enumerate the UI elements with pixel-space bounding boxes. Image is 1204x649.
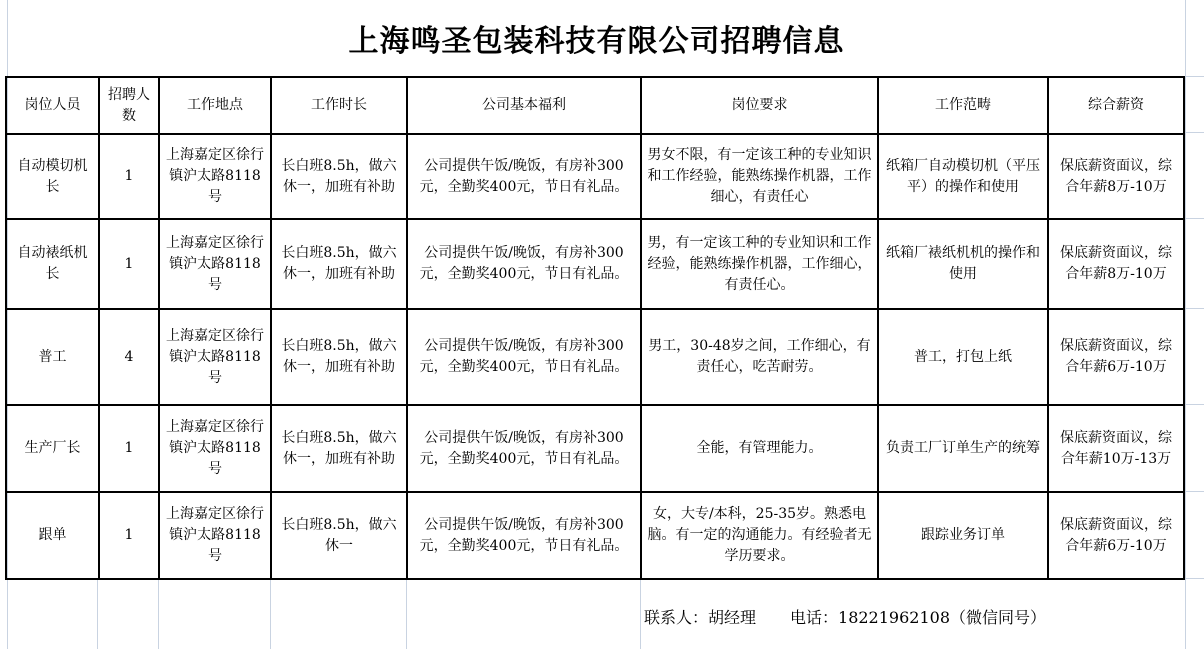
cell-benefits: 公司提供午饭/晚饭，有房补300元，全勤奖400元，节日有礼品。 — [407, 134, 641, 219]
header-benefits: 公司基本福利 — [407, 77, 641, 134]
sheet-gridline — [1183, 308, 1204, 309]
cell-benefits: 公司提供午饭/晚饭，有房补300元，全勤奖400元，节日有礼品。 — [407, 309, 641, 405]
cell-benefits: 公司提供午饭/晚饭，有房补300元，全勤奖400元，节日有礼品。 — [407, 492, 641, 579]
sheet-gridline — [1183, 76, 1204, 77]
table-row — [6, 405, 1184, 492]
cell-location: 上海嘉定区徐行镇沪太路8118号 — [159, 405, 271, 492]
cell-requirements: 全能，有管理能力。 — [641, 405, 878, 492]
header-salary: 综合薪资 — [1048, 77, 1184, 134]
header-row — [6, 77, 1184, 134]
cell-requirements: 男女不限，有一定该工种的专业知识和工作经验，能熟练操作机器，工作细心，有责任心 — [641, 134, 878, 219]
header-requirements: 岗位要求 — [641, 77, 878, 134]
cell-position: 自动模切机长 — [6, 134, 99, 219]
table-row — [6, 219, 1184, 309]
sheet-gridline — [406, 578, 407, 649]
sheet-gridline — [97, 578, 98, 649]
contact-phone: 电话：18221962108（微信同号） — [790, 607, 1046, 627]
header-position: 岗位人员 — [6, 77, 99, 134]
cell-scope: 纸箱厂自动模切机（平压平）的操作和使用 — [878, 134, 1048, 219]
cell-salary: 保底薪资面议，综合年薪10万-13万 — [1048, 405, 1184, 492]
cell-requirements: 女，大专/本科，25-35岁。熟悉电脑。有一定的沟通能力。有经验者无学历要求。 — [641, 492, 878, 579]
cell-headcount: 4 — [99, 309, 159, 405]
sheet-gridline-right — [1185, 0, 1186, 649]
cell-position: 普工 — [6, 309, 99, 405]
cell-hours: 长白班8.5h，做六休一 — [271, 492, 407, 579]
cell-headcount: 1 — [99, 219, 159, 309]
table-row — [6, 492, 1184, 579]
contact-info — [644, 592, 1046, 640]
cell-salary: 保底薪资面议，综合年薪6万-10万 — [1048, 309, 1184, 405]
page-title: 上海鸣圣包装科技有限公司招聘信息 — [348, 24, 845, 59]
cell-position: 跟单 — [6, 492, 99, 579]
cell-salary: 保底薪资面议，综合年薪8万-10万 — [1048, 134, 1184, 219]
table-row — [6, 309, 1184, 405]
sheet-gridline — [1183, 132, 1204, 133]
sheet-gridline — [1183, 578, 1204, 579]
cell-salary: 保底薪资面议，综合年薪8万-10万 — [1048, 219, 1184, 309]
sheet-gridline — [1183, 491, 1204, 492]
cell-location: 上海嘉定区徐行镇沪太路8118号 — [159, 309, 271, 405]
cell-location: 上海嘉定区徐行镇沪太路8118号 — [159, 134, 271, 219]
cell-location: 上海嘉定区徐行镇沪太路8118号 — [159, 492, 271, 579]
cell-location: 上海嘉定区徐行镇沪太路8118号 — [159, 219, 271, 309]
cell-hours: 长白班8.5h，做六休一，加班有补助 — [271, 309, 407, 405]
sheet-gridline — [1183, 218, 1204, 219]
cell-scope: 负责工厂订单生产的统筹 — [878, 405, 1048, 492]
sheet-gridline — [1183, 404, 1204, 405]
recruitment-table — [5, 76, 1185, 580]
sheet-gridline — [158, 578, 159, 649]
sheet-gridline — [640, 578, 641, 649]
cell-scope: 跟踪业务订单 — [878, 492, 1048, 579]
cell-scope: 普工，打包上纸 — [878, 309, 1048, 405]
cell-hours: 长白班8.5h，做六休一，加班有补助 — [271, 405, 407, 492]
cell-headcount: 1 — [99, 405, 159, 492]
contact-person: 联系人：胡经理 — [644, 607, 757, 627]
cell-benefits: 公司提供午饭/晚饭，有房补300元，全勤奖400元，节日有礼品。 — [407, 219, 641, 309]
cell-salary: 保底薪资面议，综合年薪6万-10万 — [1048, 492, 1184, 579]
cell-requirements: 男，有一定该工种的专业知识和工作经验，能熟练操作机器，工作细心，有责任心。 — [641, 219, 878, 309]
cell-position: 自动裱纸机长 — [6, 219, 99, 309]
cell-scope: 纸箱厂裱纸机机的操作和使用 — [878, 219, 1048, 309]
header-headcount: 招聘人数 — [99, 77, 159, 134]
cell-requirements: 男工，30-48岁之间，工作细心，有责任心，吃苦耐劳。 — [641, 309, 878, 405]
cell-headcount: 1 — [99, 134, 159, 219]
cell-headcount: 1 — [99, 492, 159, 579]
sheet-gridline — [270, 578, 271, 649]
cell-hours: 长白班8.5h，做六休一，加班有补助 — [271, 134, 407, 219]
cell-hours: 长白班8.5h，做六休一，加班有补助 — [271, 219, 407, 309]
table-row — [6, 134, 1184, 219]
header-location: 工作地点 — [159, 77, 271, 134]
header-scope: 工作范畴 — [878, 77, 1048, 134]
cell-position: 生产厂长 — [6, 405, 99, 492]
cell-benefits: 公司提供午饭/晚饭，有房补300元，全勤奖400元，节日有礼品。 — [407, 405, 641, 492]
header-hours: 工作时长 — [271, 77, 407, 134]
